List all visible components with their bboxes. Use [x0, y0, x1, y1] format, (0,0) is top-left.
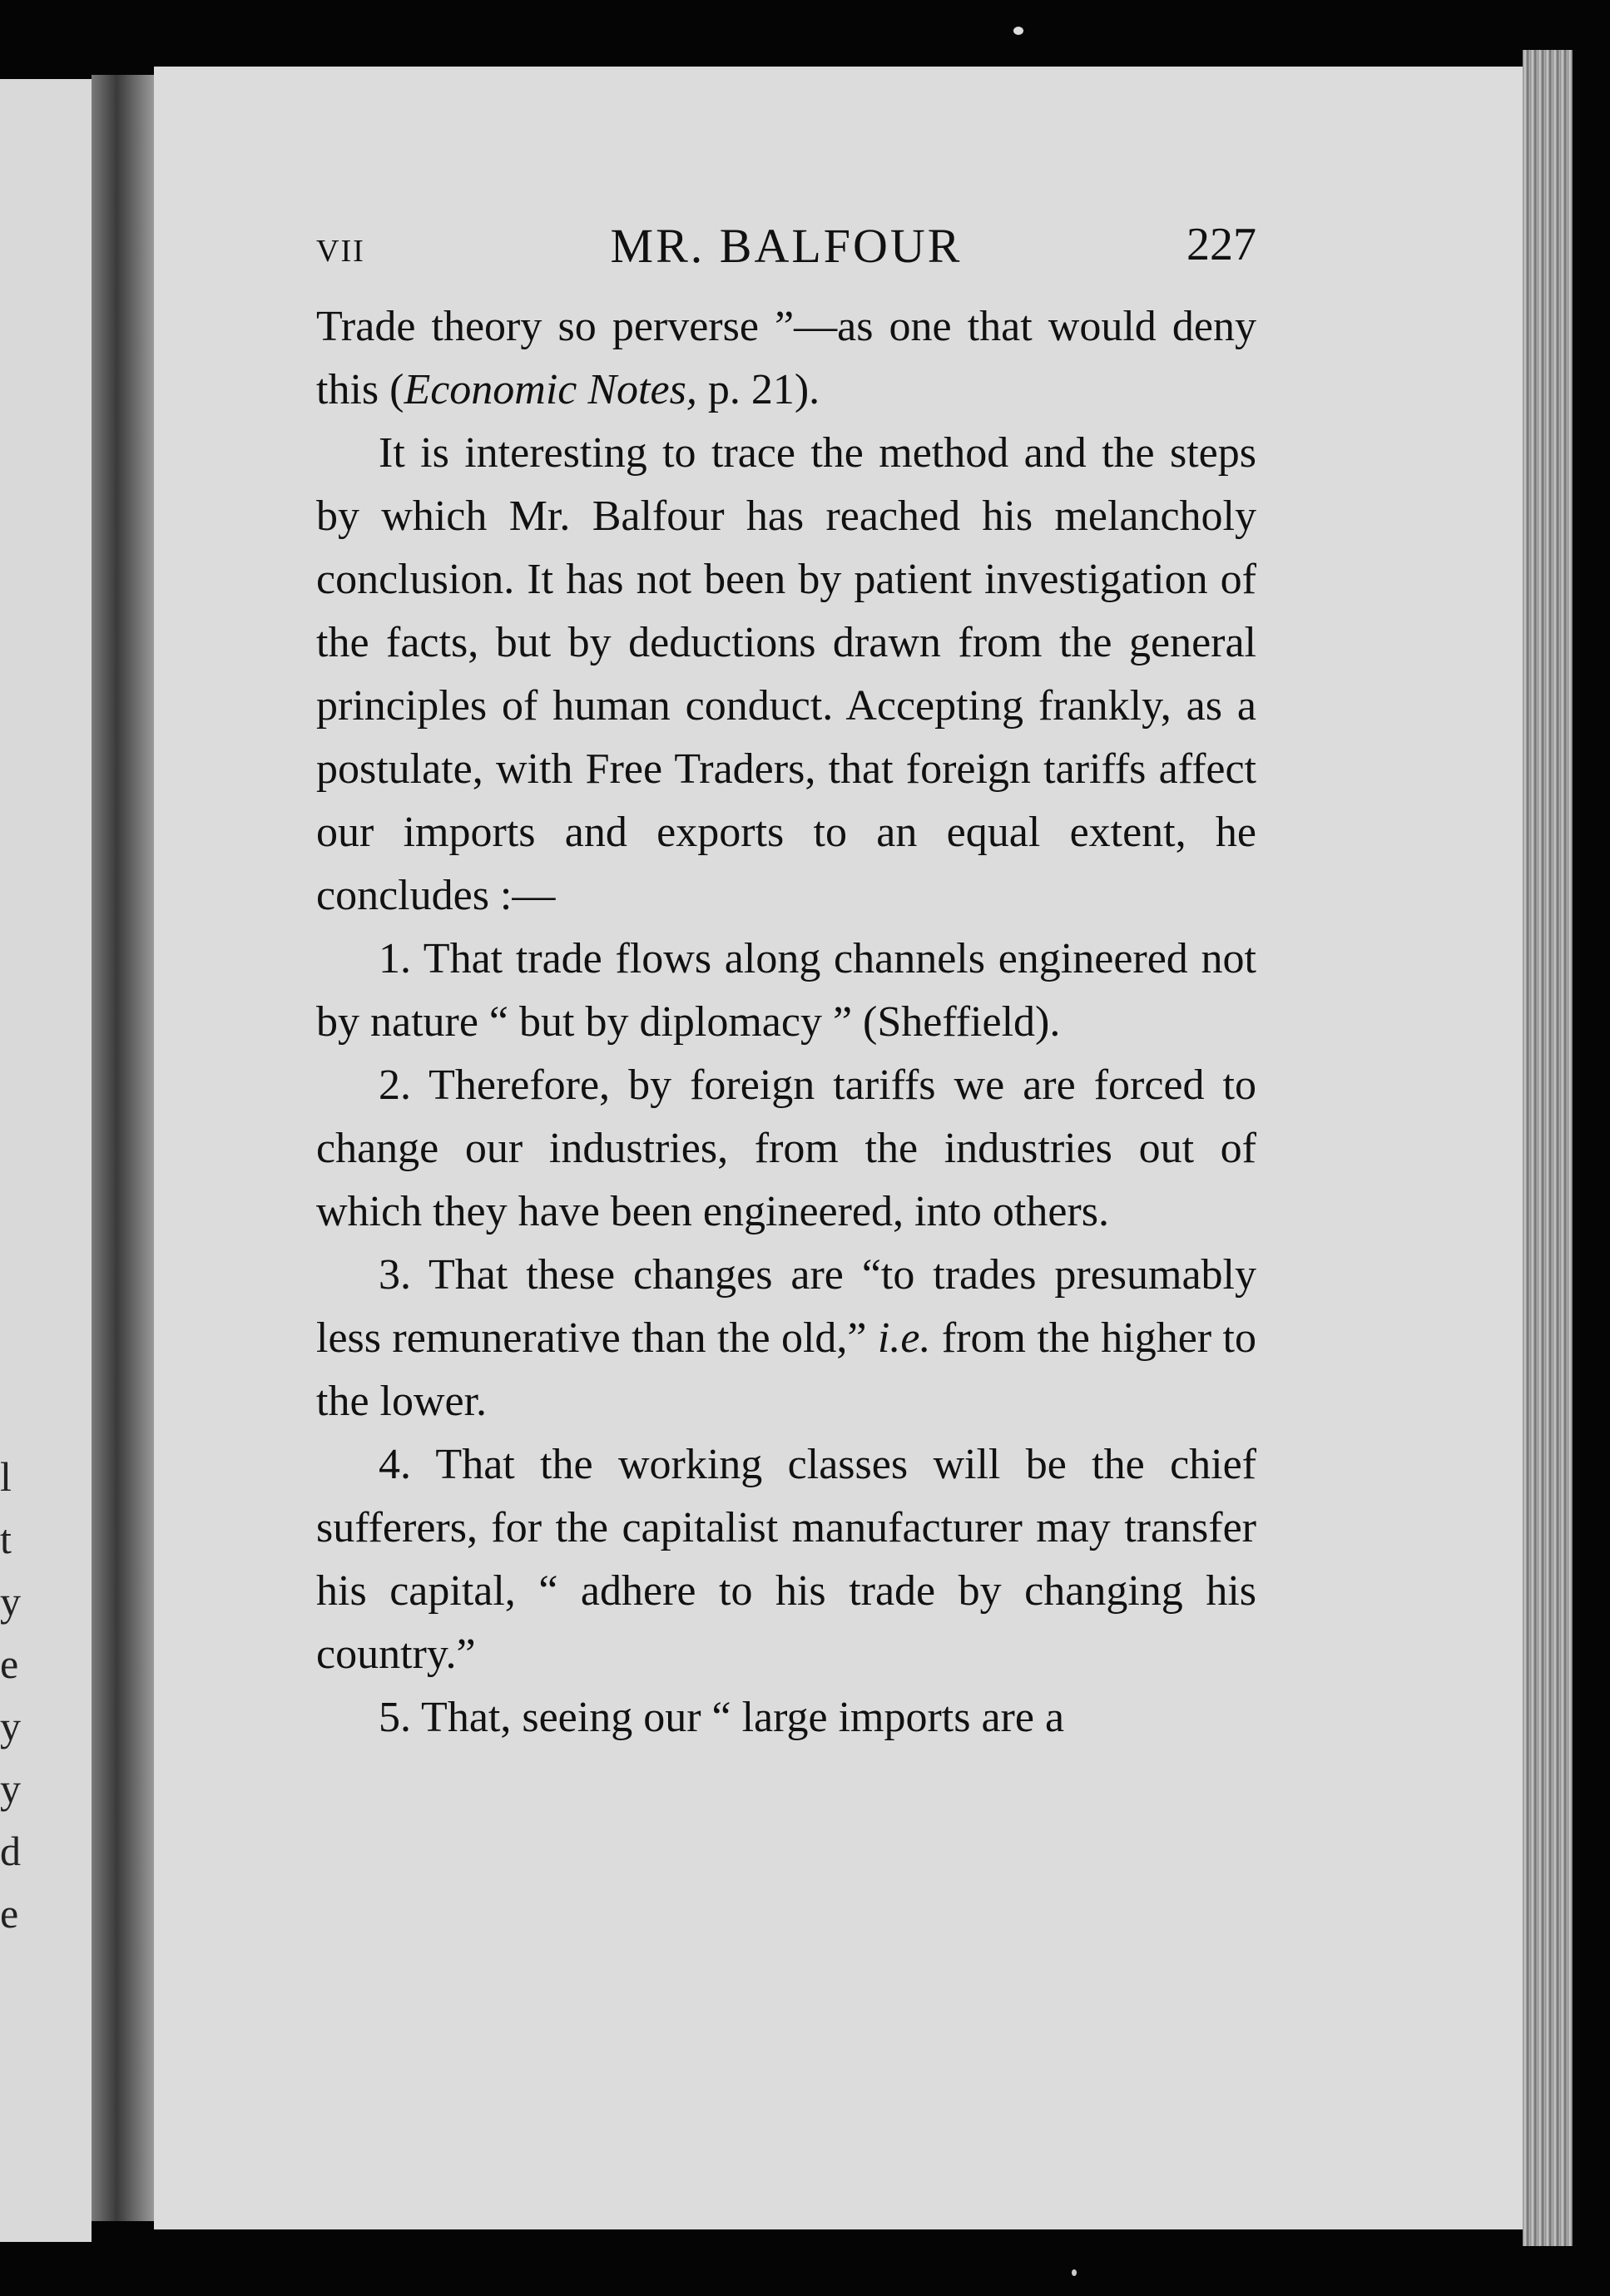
list-item: 5. That, seeing our “ large imports are a: [379, 1694, 1065, 1741]
chapter-number: VII: [316, 234, 365, 269]
facing-page-letter: y: [0, 1578, 21, 1625]
list-item: 3. That these changes are “to trades presumably less remunerative than the old,” i.e. from the higher to the lower.: [316, 1251, 1256, 1425]
scan-speck: [1013, 27, 1023, 35]
facing-page-letter: d: [0, 1828, 21, 1874]
page-edge-stack: [1523, 50, 1573, 2246]
list-item: 4. That the working classes will be the chief sufferers, for the capitalist manufacturer may transfer his capital, “ adhere to his trade by changing his country.”: [316, 1441, 1256, 1678]
paragraph: It is interesting to trace the method and the steps by which Mr. Balfour has reached his melancholy conclusion. It has not been by patient investigation of the facts, but by deductions drawn from the general principles of human conduct. Accepting frankly, as a postulate, with Free Traders, that foreign tariffs affect our imports and exports to an equal extent, he concludes :—: [316, 429, 1256, 919]
page-title: MR. BALFOUR: [610, 219, 963, 273]
list-item: 2. Therefore, by foreign tariffs we are forced to change our industries, from the industries out of which they have been engineered, into others.: [316, 1061, 1256, 1235]
list-item: 1. That trade flows along channels engineered not by nature “ but by diplomacy ” (Sheffield).: [316, 935, 1256, 1046]
page-number: 227: [1186, 219, 1256, 270]
facing-page-letter: y: [0, 1703, 21, 1749]
facing-page-letter: y: [0, 1765, 21, 1812]
facing-page-letter: e: [0, 1890, 19, 1937]
running-header: [316, 218, 1256, 276]
facing-page-letter: e: [0, 1640, 19, 1687]
book-gutter: [92, 75, 154, 2221]
facing-page-edge: [0, 79, 92, 2242]
paragraph: Trade theory so perverse ”—as one that would deny this (Economic Notes, p. 21).: [316, 303, 1256, 413]
facing-page-letter: l: [0, 1453, 12, 1500]
italic-title: Economic Notes,: [404, 366, 697, 413]
body-text: [316, 295, 1256, 1749]
facing-page-letter: t: [0, 1516, 12, 1562]
scan-speck: [1072, 2269, 1077, 2276]
